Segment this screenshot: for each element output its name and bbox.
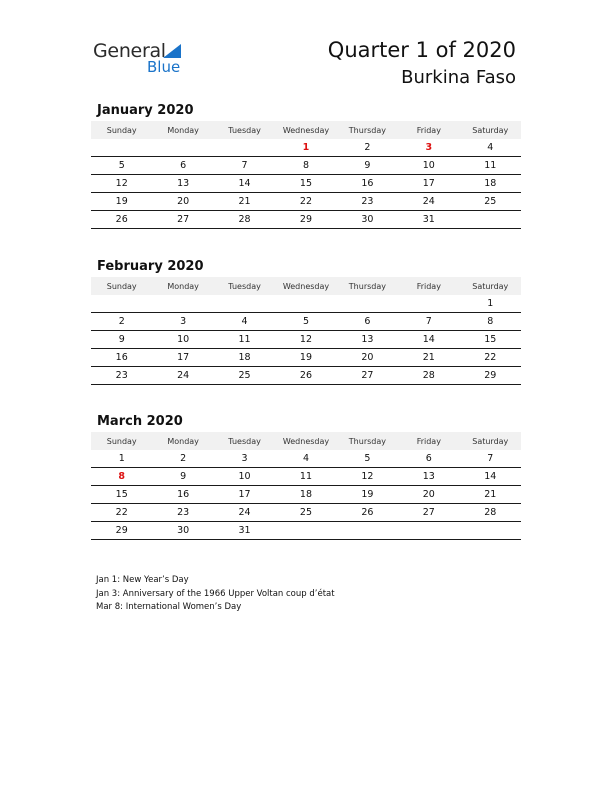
day-cell [214, 295, 275, 313]
day-cell: 19 [337, 486, 398, 504]
day-cell: 23 [91, 367, 152, 385]
day-cell: 2 [152, 450, 213, 468]
weekday-header: Sunday [91, 121, 152, 139]
weekday-header-row [91, 432, 521, 450]
month-block-january [91, 103, 521, 229]
holiday-note: Jan 3: Anniversary of the 1966 Upper Voltan coup d’état [96, 588, 335, 599]
day-cell: 6 [152, 157, 213, 175]
day-cell: 5 [91, 157, 152, 175]
weekday-header: Thursday [337, 277, 398, 295]
day-cell: 3 [214, 450, 275, 468]
logo-triangle-icon [163, 44, 181, 58]
day-cell: 9 [152, 468, 213, 486]
day-cell [398, 295, 459, 313]
day-cell: 22 [91, 504, 152, 522]
weekday-header: Tuesday [214, 277, 275, 295]
day-cell: 27 [337, 367, 398, 385]
day-cell [275, 522, 336, 540]
day-cell: 10 [214, 468, 275, 486]
day-cell: 5 [337, 450, 398, 468]
day-cell: 16 [152, 486, 213, 504]
day-cell: 19 [91, 193, 152, 211]
week-row [91, 450, 521, 468]
day-cell: 11 [460, 157, 521, 175]
day-cell: 21 [398, 349, 459, 367]
weekday-header: Sunday [91, 432, 152, 450]
day-cell [214, 139, 275, 157]
holiday-day-cell: 3 [398, 139, 459, 157]
day-cell: 1 [91, 450, 152, 468]
day-cell: 8 [275, 157, 336, 175]
day-cell: 25 [460, 193, 521, 211]
day-cell: 30 [337, 211, 398, 229]
day-cell: 16 [91, 349, 152, 367]
weekday-header: Wednesday [275, 121, 336, 139]
weekday-header: Tuesday [214, 432, 275, 450]
weekday-header: Tuesday [214, 121, 275, 139]
day-cell: 19 [275, 349, 336, 367]
weekday-header-row [91, 121, 521, 139]
month-title: January 2020 [97, 103, 194, 118]
day-cell: 17 [398, 175, 459, 193]
week-row [91, 175, 521, 193]
country-name: Burkina Faso [401, 67, 516, 88]
day-cell: 21 [214, 193, 275, 211]
day-cell: 8 [460, 313, 521, 331]
day-cell: 13 [152, 175, 213, 193]
day-cell: 7 [214, 157, 275, 175]
day-cell: 4 [214, 313, 275, 331]
day-cell: 12 [91, 175, 152, 193]
logo-text-general: General [93, 40, 166, 62]
day-cell: 17 [152, 349, 213, 367]
holiday-day-cell: 8 [91, 468, 152, 486]
day-cell: 28 [460, 504, 521, 522]
month-calendar-table [91, 432, 521, 540]
logo-text-blue: Blue [147, 58, 181, 76]
day-cell: 4 [275, 450, 336, 468]
week-row [91, 468, 521, 486]
day-cell: 20 [398, 486, 459, 504]
day-cell: 15 [460, 331, 521, 349]
day-cell [460, 522, 521, 540]
week-row [91, 139, 521, 157]
month-title: March 2020 [97, 414, 183, 429]
day-cell: 13 [337, 331, 398, 349]
holiday-notes [96, 574, 335, 615]
weekday-header: Friday [398, 277, 459, 295]
weekday-header: Friday [398, 121, 459, 139]
day-cell: 2 [337, 139, 398, 157]
day-cell: 29 [275, 211, 336, 229]
day-cell: 6 [337, 313, 398, 331]
weekday-header: Friday [398, 432, 459, 450]
day-cell: 24 [398, 193, 459, 211]
week-row [91, 211, 521, 229]
day-cell: 6 [398, 450, 459, 468]
day-cell: 26 [337, 504, 398, 522]
weekday-header: Monday [152, 432, 213, 450]
day-cell [337, 522, 398, 540]
week-row [91, 486, 521, 504]
day-cell: 22 [460, 349, 521, 367]
day-cell: 29 [460, 367, 521, 385]
weekday-header: Sunday [91, 277, 152, 295]
weekday-header: Monday [152, 121, 213, 139]
day-cell [91, 295, 152, 313]
day-cell [275, 295, 336, 313]
holiday-note: Mar 8: International Women’s Day [96, 602, 242, 612]
month-calendar-table [91, 277, 521, 385]
weekday-header: Wednesday [275, 432, 336, 450]
day-cell: 26 [275, 367, 336, 385]
day-cell: 13 [398, 468, 459, 486]
day-cell [460, 211, 521, 229]
day-cell: 9 [91, 331, 152, 349]
day-cell: 17 [214, 486, 275, 504]
day-cell: 27 [152, 211, 213, 229]
week-row [91, 349, 521, 367]
day-cell: 12 [337, 468, 398, 486]
day-cell [152, 295, 213, 313]
holiday-note: Jan 1: New Year’s Day [96, 575, 189, 585]
generalblue-logo [93, 40, 203, 80]
week-row [91, 331, 521, 349]
day-cell: 10 [152, 331, 213, 349]
day-cell: 23 [337, 193, 398, 211]
day-cell [152, 139, 213, 157]
day-cell: 2 [91, 313, 152, 331]
holiday-day-cell: 1 [275, 139, 336, 157]
day-cell [91, 139, 152, 157]
day-cell: 5 [275, 313, 336, 331]
day-cell: 14 [460, 468, 521, 486]
day-cell: 11 [275, 468, 336, 486]
day-cell: 15 [275, 175, 336, 193]
weekday-header: Wednesday [275, 277, 336, 295]
weekday-header-row [91, 277, 521, 295]
day-cell: 7 [398, 313, 459, 331]
day-cell: 7 [460, 450, 521, 468]
day-cell: 9 [337, 157, 398, 175]
day-cell: 14 [214, 175, 275, 193]
day-cell: 10 [398, 157, 459, 175]
day-cell: 22 [275, 193, 336, 211]
day-cell: 27 [398, 504, 459, 522]
month-calendar-table [91, 121, 521, 229]
day-cell: 28 [214, 211, 275, 229]
day-cell: 21 [460, 486, 521, 504]
day-cell: 31 [214, 522, 275, 540]
week-row [91, 193, 521, 211]
page-title: Quarter 1 of 2020 [327, 38, 516, 62]
day-cell: 20 [337, 349, 398, 367]
week-row [91, 504, 521, 522]
day-cell: 24 [152, 367, 213, 385]
week-row [91, 367, 521, 385]
day-cell: 31 [398, 211, 459, 229]
weekday-header: Saturday [460, 432, 521, 450]
day-cell: 12 [275, 331, 336, 349]
week-row [91, 522, 521, 540]
weekday-header: Monday [152, 277, 213, 295]
week-row [91, 313, 521, 331]
weekday-header: Thursday [337, 432, 398, 450]
day-cell: 18 [214, 349, 275, 367]
weekday-header: Saturday [460, 277, 521, 295]
day-cell: 18 [460, 175, 521, 193]
month-block-march [91, 414, 521, 540]
day-cell: 20 [152, 193, 213, 211]
day-cell: 11 [214, 331, 275, 349]
month-title: February 2020 [97, 259, 204, 274]
month-block-february [91, 259, 521, 385]
weekday-header: Saturday [460, 121, 521, 139]
day-cell: 16 [337, 175, 398, 193]
weekday-header: Thursday [337, 121, 398, 139]
day-cell [398, 522, 459, 540]
day-cell: 4 [460, 139, 521, 157]
day-cell: 29 [91, 522, 152, 540]
day-cell [337, 295, 398, 313]
day-cell: 26 [91, 211, 152, 229]
day-cell: 23 [152, 504, 213, 522]
day-cell: 28 [398, 367, 459, 385]
day-cell: 25 [275, 504, 336, 522]
day-cell: 1 [460, 295, 521, 313]
day-cell: 30 [152, 522, 213, 540]
day-cell: 18 [275, 486, 336, 504]
day-cell: 14 [398, 331, 459, 349]
week-row [91, 157, 521, 175]
day-cell: 3 [152, 313, 213, 331]
day-cell: 24 [214, 504, 275, 522]
day-cell: 15 [91, 486, 152, 504]
day-cell: 25 [214, 367, 275, 385]
week-row [91, 295, 521, 313]
